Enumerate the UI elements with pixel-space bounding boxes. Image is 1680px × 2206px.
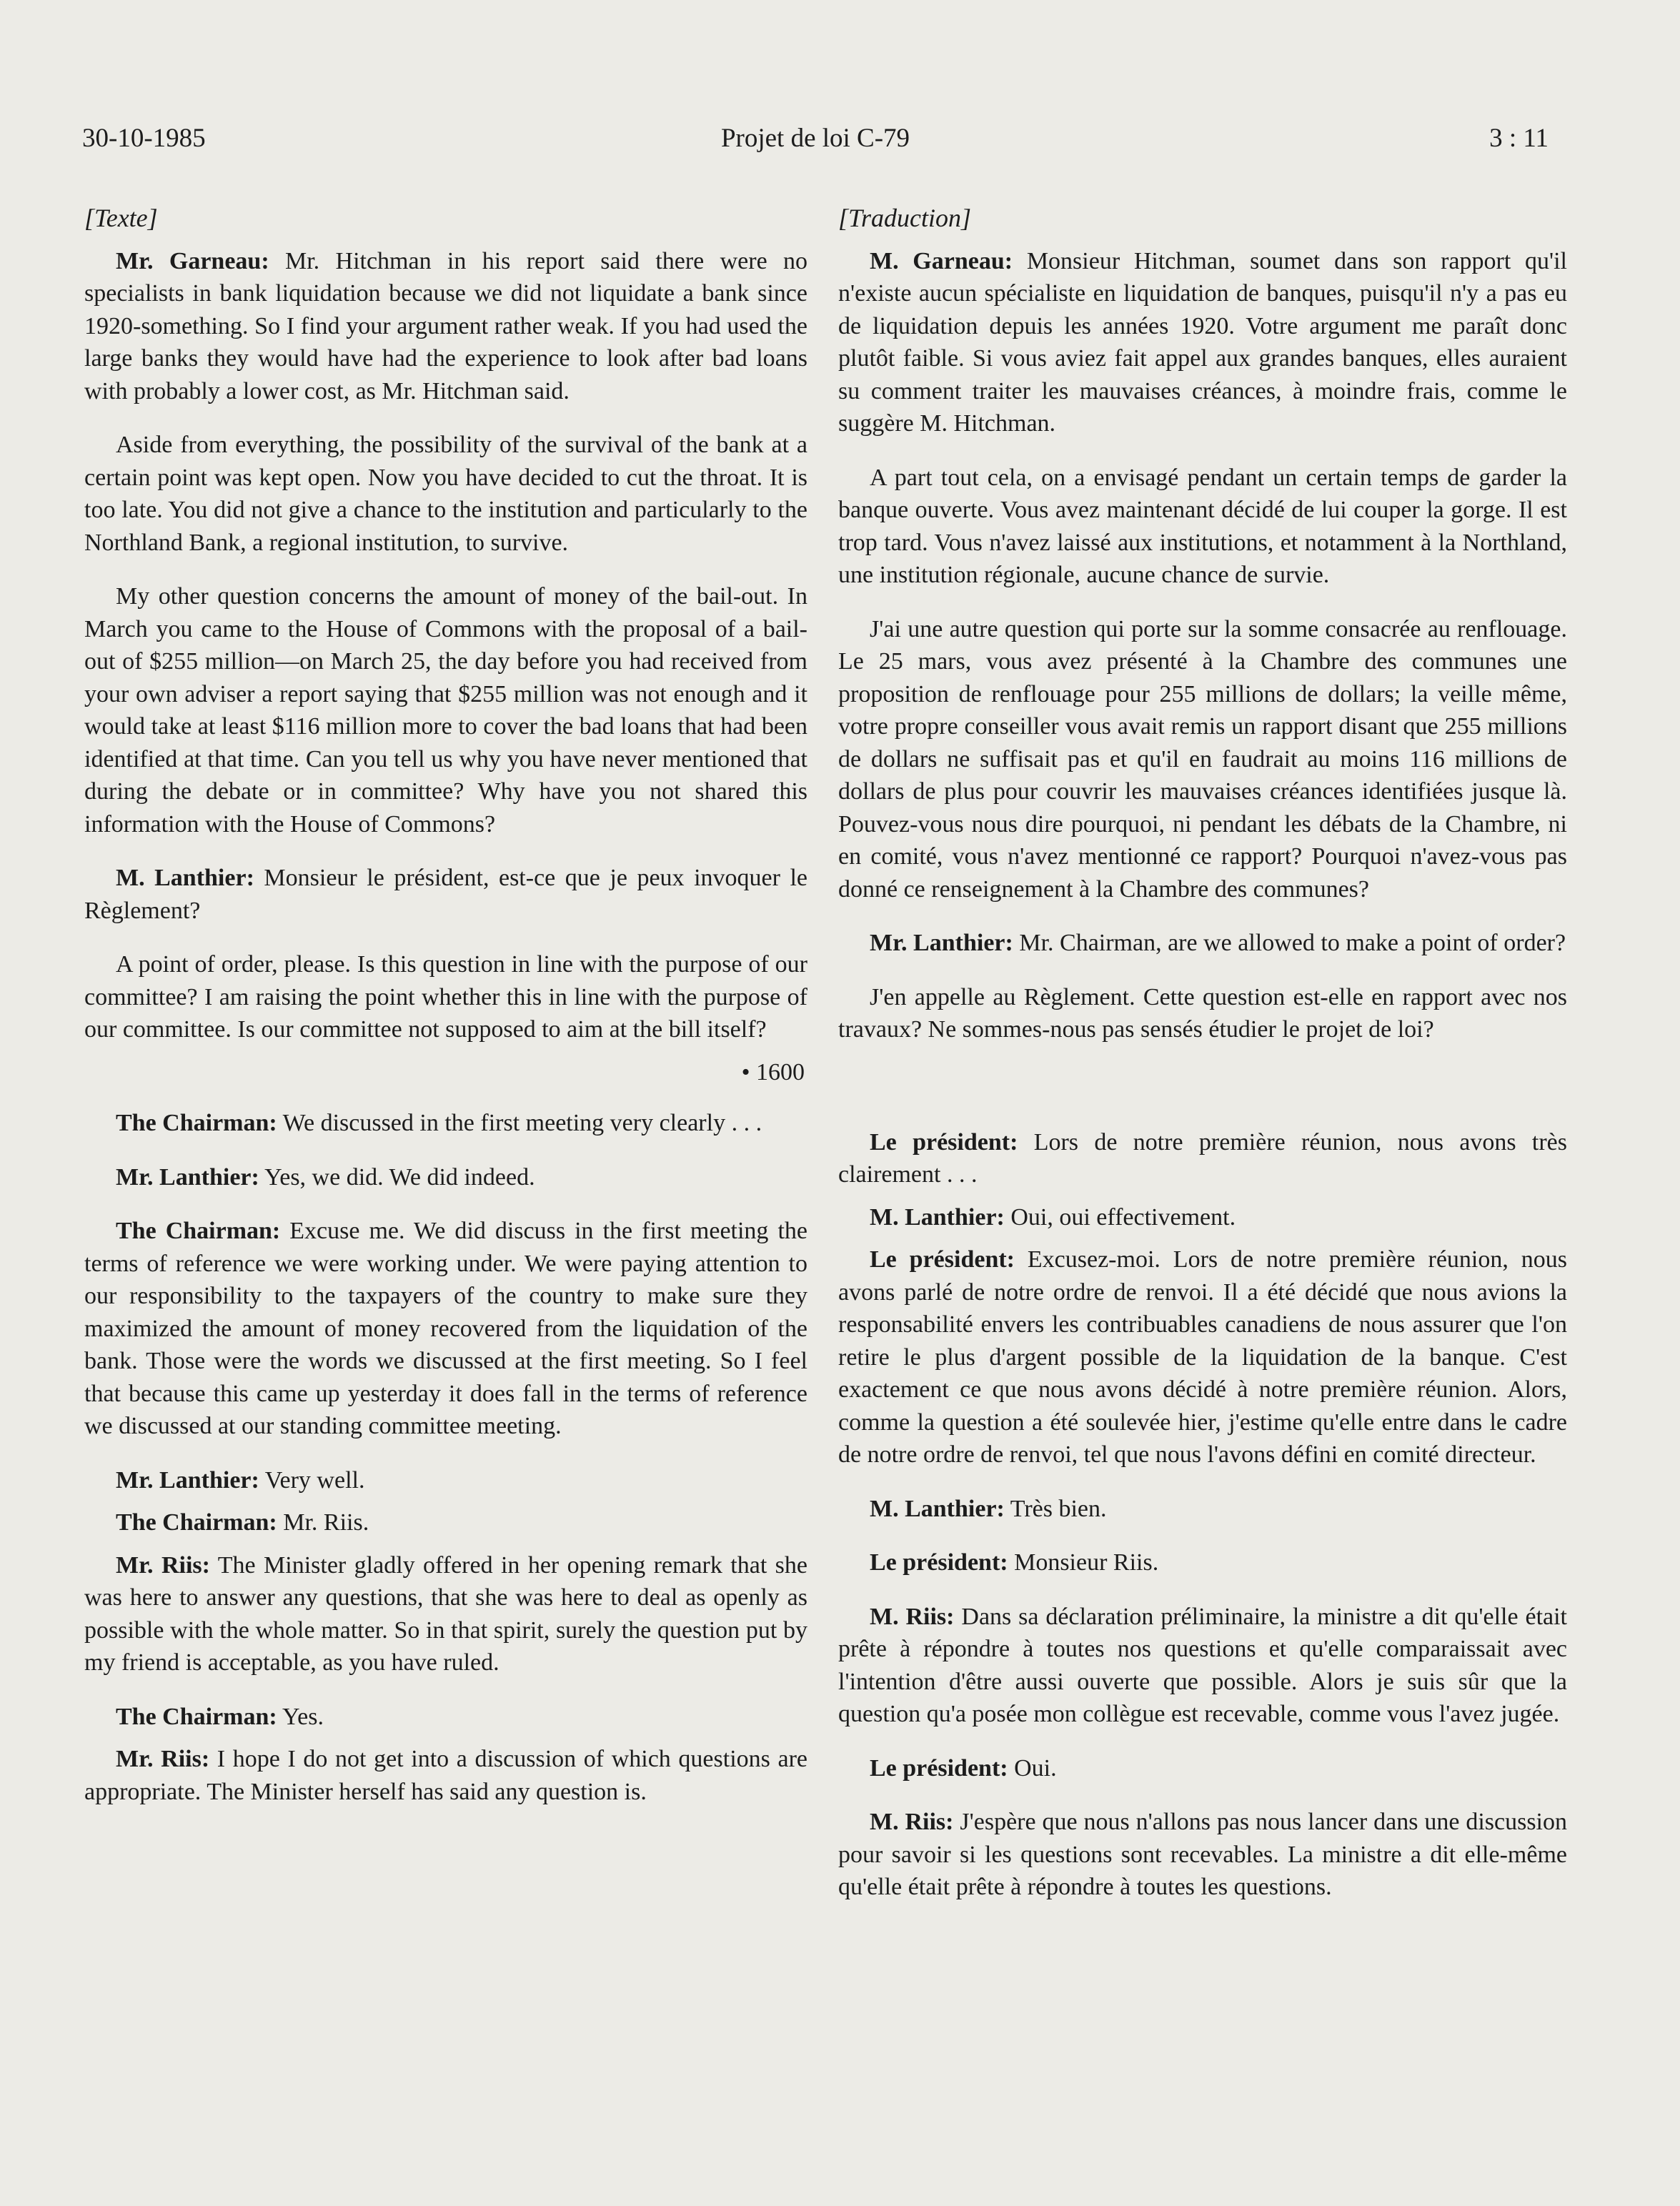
speech-text: The Minister gladly offered in her opening remark that she was here to answer any questions, that she was here to deal as openly as possible with the whole matter. So in that spirit, surely the question put by my friend is acceptable, as you have ruled. bbox=[84, 1551, 807, 1676]
time-marker: • 1600 bbox=[741, 1058, 805, 1085]
speaker-name: Le président: bbox=[870, 1128, 1018, 1156]
speaker-name: Mr. Riis: bbox=[116, 1551, 210, 1579]
speaker-name: Mr. Lanthier: bbox=[116, 1163, 259, 1191]
speaker-name: Mr. Garneau: bbox=[116, 247, 269, 274]
speaker-name: Le président: bbox=[870, 1246, 1015, 1273]
speech-text: My other question concerns the amount of money of the bail-out. In March you came to the House of Commons with the proposal of a bail-out of $255 million—on March 25, the day before you had received from your own adviser a report saying that $255 million was not enough and it would take at least $116 million more to cover the bad loans that had been identified at that time. Can you tell us why you have never mentioned that during the debate or in committee? Why have you not shared this information with the House of Commons? bbox=[84, 583, 807, 838]
speech-text: Oui, oui effectivement. bbox=[1004, 1203, 1236, 1231]
speaker-name: M. Riis: bbox=[870, 1603, 955, 1630]
paragraph bbox=[838, 1752, 1567, 1785]
speaker-name: M. Riis: bbox=[870, 1809, 954, 1835]
speaker-name: M. Lanthier: bbox=[870, 1203, 1005, 1231]
speech-text: Monsieur Hitchman, soumet dans son rapport qu'il n'existe aucun spécialiste en liquidation de banques, puisqu'il n'y a pas eu de liquidation depuis les années 1920. Votre argument me paraît donc plutôt faible. Si vous aviez fait appel aux grandes banques, elles auraient su comment traiter les mauvaises créances, à moindre frais, comme le suggère M. Hitchman. bbox=[838, 247, 1568, 437]
paragraph bbox=[838, 1806, 1567, 1904]
speech-text: A point of order, please. Is this question in line with the purpose of our committee? I am raising the point whether this in line with the purpose of our committee. Is our committee not supposed to aim at the bill itself? bbox=[84, 951, 807, 1043]
paragraph bbox=[838, 1546, 1567, 1579]
paragraph bbox=[84, 1464, 807, 1497]
speech-text: Monsieur Riis. bbox=[1008, 1549, 1159, 1576]
paragraph bbox=[84, 245, 807, 408]
paragraph bbox=[84, 1215, 807, 1443]
paragraph bbox=[84, 1107, 807, 1140]
speech-text: We discussed in the first meeting very clearly . . . bbox=[277, 1110, 762, 1136]
header-date: 30-10-1985 bbox=[82, 124, 206, 153]
speech-text: J'en appelle au Règlement. Cette question est-elle en rapport avec nos travaux? Ne sommes-nous pas sensés étudier le projet de loi? bbox=[838, 983, 1567, 1043]
paragraph bbox=[838, 1201, 1567, 1234]
paragraph bbox=[84, 862, 807, 927]
paragraph bbox=[838, 1126, 1567, 1191]
speaker-name: The Chairman: bbox=[116, 1218, 281, 1244]
column-gap bbox=[838, 1068, 1567, 1126]
speech-text: I hope I do not get into a discussion of which questions are appropriate. The Minister herself has said any question is. bbox=[84, 1746, 807, 1805]
paragraph bbox=[84, 429, 807, 559]
speaker-name: Le président: bbox=[870, 1754, 1008, 1782]
speech-text: Monsieur le président, est-ce que je peux invoquer le Règlement? bbox=[84, 865, 808, 924]
speech-text: A part tout cela, on a envisagé pendant un certain temps de garder la banque ouverte. Vous avez maintenant décidé de lui couper la gorge. Il est trop tard. Vous n'avez laissé aux institutions, et notamment à la Northland, une institution régionale, aucune chance de survie. bbox=[838, 464, 1567, 588]
speaker-name: The Chairman: bbox=[116, 1110, 277, 1136]
paragraph bbox=[84, 948, 807, 1046]
paragraph bbox=[84, 1701, 807, 1734]
paragraph bbox=[838, 462, 1567, 592]
speech-text: J'espère que nous n'allons pas nous lancer dans une discussion pour savoir si les questions sont recevables. La ministre a dit elle-même qu'elle était prête à répondre à toutes les questions. bbox=[838, 1809, 1567, 1900]
speech-text: Yes. bbox=[277, 1703, 324, 1730]
paragraph bbox=[838, 1493, 1567, 1526]
page-number: 3 : 11 bbox=[1489, 124, 1549, 153]
french-column bbox=[838, 202, 1567, 2060]
paragraph bbox=[838, 981, 1567, 1046]
speech-text: J'ai une autre question qui porte sur la somme consacrée au renflouage. Le 25 mars, vous avez présenté à la Chambre des communes une proposition de renflouage pour 255 millions de dollars; la veille même, votre propre conseiller vous avait remis un rapport disant que 255 millions de dollars ne suffisait pas et qu'il en faudrait au moins 116 millions de dollars de plus pour couvrir les mauvaises créances identifiées jusque là. Pouvez-vous nous dire pourquoi, ni pendant les débats de la Chambre, ni en comité, vous n'avez mentionné ce rapport? Pourquoi n'avez-vous pas donné ce renseignement à la Chambre des communes? bbox=[838, 615, 1567, 903]
speech-text: Dans sa déclaration préliminaire, la ministre a dit qu'elle était prête à répondre à toutes nos questions et qu'elle comparaissait avec l'intention d'être aussi ouverte que possible. Alors je suis sûr que la question qu'a posée mon collègue est recevable, comme vous l'avez jugée. bbox=[838, 1603, 1568, 1727]
speech-text: Lors de notre première réunion, nous avons très clairement . . . bbox=[838, 1128, 1567, 1188]
paragraph bbox=[84, 1743, 807, 1808]
speaker-name: The Chairman: bbox=[116, 1509, 277, 1536]
paragraph bbox=[838, 245, 1567, 440]
paragraph bbox=[84, 1549, 807, 1679]
speaker-name: M. Lanthier: bbox=[870, 1495, 1005, 1522]
paragraph bbox=[838, 613, 1567, 906]
speech-text: Très bien. bbox=[1004, 1495, 1107, 1522]
speech-text: Excusez-moi. Lors de notre première réunion, nous avons parlé de notre ordre de renvoi. Il a été décidé que nous avions la responsabilité envers les contribuables canadiens de nous assurer que l'on retire le plus d'argent possible de la liquidation de la banque. C'est exactement ce que nous avons décidé à notre première réunion. Alors, comme la question a été soulevée hier, j'estime qu'elle entre dans le cadre de notre ordre de renvoi, tel que nous l'avons défini en comité directeur. bbox=[838, 1246, 1567, 1468]
speaker-name: The Chairman: bbox=[116, 1703, 277, 1730]
speech-text: Yes, we did. We did indeed. bbox=[259, 1163, 535, 1191]
speech-text: Excuse me. We did discuss in the first meeting the terms of reference we were working under. We were paying attention to our responsibility to the taxpayers of the country to make sure they maximized the amount of money recovered from the liquidation of the bank. Those were the words we discussed at the first meeting. So I feel that because this came up yesterday it does fall in the terms of reference we discussed at our standing committee meeting. bbox=[84, 1218, 807, 1439]
page-header bbox=[82, 123, 1549, 166]
paragraph bbox=[84, 580, 807, 840]
speaker-name: M. Garneau: bbox=[870, 247, 1013, 274]
bill-title: Projet de loi C-79 bbox=[720, 124, 910, 153]
paragraph bbox=[84, 1506, 807, 1539]
speaker-name: Le président: bbox=[870, 1549, 1008, 1576]
translation-tag: [Traduction] bbox=[838, 204, 972, 232]
paragraph bbox=[838, 1601, 1567, 1731]
english-column bbox=[84, 202, 807, 2060]
speaker-name: Mr. Lanthier: bbox=[870, 930, 1013, 956]
speech-text: Mr. Riis. bbox=[277, 1509, 369, 1536]
paragraph bbox=[84, 1161, 807, 1194]
speaker-name: Mr. Riis: bbox=[116, 1746, 210, 1772]
speaker-name: M. Lanthier: bbox=[116, 865, 254, 891]
speech-text: Oui. bbox=[1008, 1754, 1057, 1782]
paragraph bbox=[838, 927, 1567, 960]
text-tag: [Texte] bbox=[84, 204, 158, 232]
paragraph bbox=[838, 1243, 1567, 1471]
speaker-name: Mr. Lanthier: bbox=[116, 1466, 259, 1494]
speech-text: Aside from everything, the possibility of the survival of the bank at a certain point was kept open. Now you have decided to cut the throat. It is too late. You did not give a chance to the institution and particularly to the Northland Bank, a regional institution, to survive. bbox=[84, 432, 807, 556]
speech-text: Mr. Hitchman in his report said there were no specialists in bank liquidation because we did not liquidate a bank since 1920-something. So I find your argument rather weak. If you had used the large banks they would have had the experience to look after bad loans with probably a lower cost, as Mr. Hitchman said. bbox=[84, 247, 807, 404]
speech-text: Mr. Chairman, are we allowed to make a point of order? bbox=[1013, 930, 1566, 956]
speech-text: Very well. bbox=[259, 1466, 365, 1494]
